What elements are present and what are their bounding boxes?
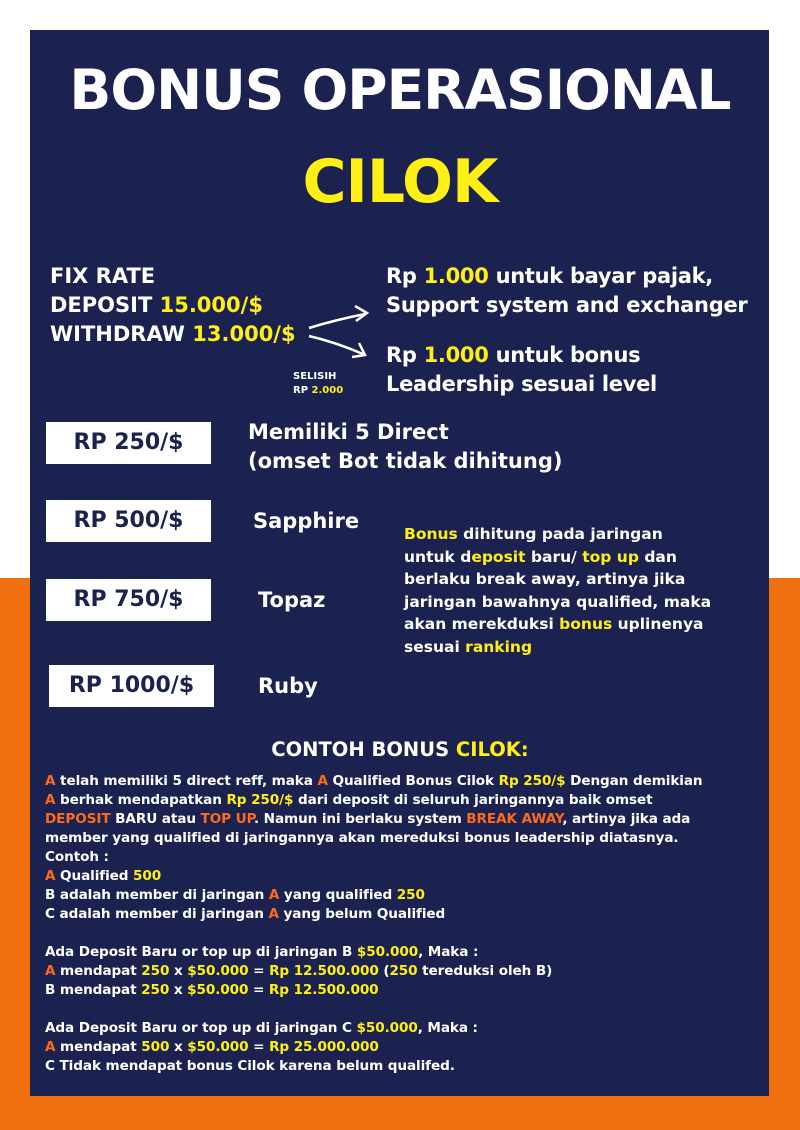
example-line: Ada Deposit Baru or top up di jaringan B $50.000, Maka :	[45, 944, 479, 960]
page-subtitle: CILOK	[302, 147, 498, 217]
deposit-rate: DEPOSIT 15.000/$	[50, 293, 263, 317]
example-line: A berhak mendapatkan Rp 250/$ dari deposit di seluruh jaringannya baik omset	[45, 792, 653, 808]
rate-box-750: RP 750/$	[46, 579, 211, 621]
spacer	[45, 1000, 702, 1019]
example-line: A telah memiliki 5 direct reff, maka A Qualified Bonus Cilok Rp 250/$ Dengan demikian	[45, 773, 703, 789]
allocation-leadership: Rp 1.000 untuk bonus Leadership sesuai level	[386, 343, 657, 396]
rate-box-500: RP 500/$	[46, 500, 211, 542]
example-body	[45, 772, 702, 1076]
withdraw-rate: WITHDRAW 13.000/$	[50, 322, 296, 346]
example-line: A mendapat 250 x $50.000 = Rp 12.500.000 (250 tereduksi oleh B)	[45, 963, 553, 979]
level-ruby: Ruby	[258, 674, 318, 698]
level-direct: Memiliki 5 Direct (omset Bot tidak dihitung)	[248, 420, 563, 473]
arrow-icons	[305, 298, 385, 368]
example-line: B adalah member di jaringan A yang qualified 250	[45, 887, 425, 903]
arrow-up-right-icon	[309, 306, 367, 328]
example-line: DEPOSIT BARU atau TOP UP. Namun ini berlaku system BREAK AWAY, artinya jika ada	[45, 811, 691, 827]
spacer	[45, 924, 702, 943]
allocation-tax: Rp 1.000 untuk bayar pajak, Support system and exchanger	[386, 264, 748, 317]
page-title: BONUS OPERASIONAL	[69, 58, 731, 122]
example-line: A Qualified 500	[45, 868, 162, 884]
example-line: C adalah member di jaringan A yang belum Qualified	[45, 906, 446, 922]
rate-box-1000: RP 1000/$	[49, 665, 214, 707]
level-topaz: Topaz	[258, 588, 326, 612]
rate-block	[50, 262, 296, 349]
example-title: CONTOH BONUS CILOK:	[271, 738, 529, 761]
example-line: Contoh :	[45, 849, 109, 865]
level-sapphire: Sapphire	[253, 509, 360, 533]
example-line: C Tidak mendapat bonus Cilok karena belum qualifed.	[45, 1058, 455, 1074]
selisih-note: SELISIH RP 2.000	[293, 371, 344, 396]
example-line: member yang qualified di jaringannya akan mereduksi bonus leadership diatasnya.	[45, 830, 679, 846]
fix-rate-label: FIX RATE	[50, 264, 156, 288]
example-line: A mendapat 500 x $50.000 = Rp 25.000.000	[45, 1039, 379, 1055]
bonus-explanation: Bonus dihitung pada jaringan untuk deposit baru/ top up dan berlaku break away, artinya jika jaringan bawahnya qualified, maka akan merekduksi bonus uplinenya sesuai ranking	[404, 525, 712, 656]
rate-box-250: RP 250/$	[46, 422, 211, 464]
example-line: B mendapat 250 x $50.000 = Rp 12.500.000	[45, 982, 379, 998]
example-line: Ada Deposit Baru or top up di jaringan C $50.000, Maka :	[45, 1020, 478, 1036]
arrow-down-right-icon	[309, 336, 365, 357]
